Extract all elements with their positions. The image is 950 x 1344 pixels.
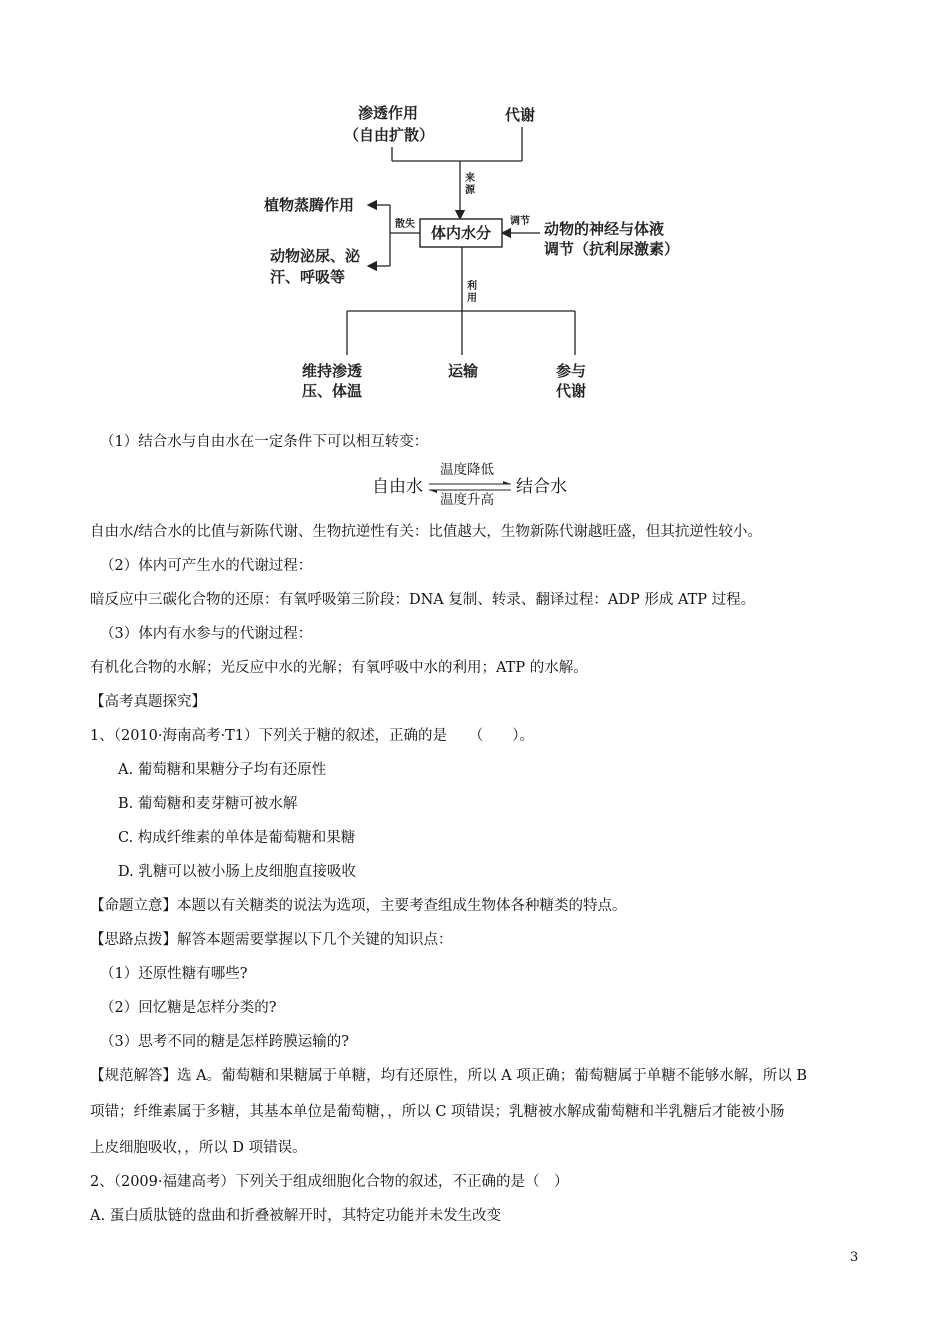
text-line: （1）结合水与自由水在一定条件下可以相互转变：: [100, 434, 429, 450]
answer-line: 项错；纤维素属于多糖，其基本单位是葡萄糖，，所以 C 项错误；乳糖被水解成葡萄糖和半乳糖后才能被小肠: [90, 1104, 785, 1120]
option-a: A. 葡萄糖和果糖分子均有还原性: [118, 762, 327, 778]
use-osmotic-pressure-1: 维持渗透: [302, 362, 363, 380]
use-osmotic-pressure-2: 压、体温: [302, 382, 363, 400]
text-line: （2）体内可产生水的代谢过程：: [100, 558, 313, 574]
section-heading: 【高考真题探究】: [90, 694, 206, 710]
option-d: D. 乳糖可以被小肠上皮细胞直接吸收: [118, 864, 356, 880]
equation-free-water: 自由水: [372, 477, 423, 497]
regulate-nerve-humoral-2: 调节（抗利尿激素）: [544, 240, 680, 258]
loss-plant-transpiration: 植物蒸腾作用: [264, 196, 355, 214]
text-line: （3）体内有水参与的代谢过程：: [100, 626, 313, 642]
text-line: 【命题立意】本题以有关糖类的说法为选项，主要考查组成生物体各种糖类的特点。: [90, 898, 627, 914]
option-b: B. 葡萄糖和麦芽糖可被水解: [118, 796, 298, 812]
use-transport: 运输: [448, 362, 479, 380]
equation-condition-top: 温度降低: [440, 462, 494, 478]
loss-animal-excretion-2: 汗、呼吸等: [270, 268, 346, 286]
question-2-option-a: A. 蛋白质肽链的盘曲和折叠被解开时，其特定功能并未发生改变: [90, 1208, 502, 1224]
source-metabolism: 代谢: [505, 106, 536, 124]
center-body-water: 体内水分: [430, 224, 491, 242]
answer-line: 【规范解答】选 A。葡萄糖和果糖属于单糖，均有还原性，所以 A 项正确；葡萄糖属于单糖不能够水解，所以 B: [90, 1068, 808, 1084]
source-osmosis: 渗透作用: [358, 104, 419, 122]
text-line: 【思路点拨】解答本题需要掌握以下几个关键的知识点：: [90, 932, 453, 948]
text-line: （3）思考不同的糖是怎样跨膜运输的?: [100, 1034, 349, 1050]
text-line: （1）还原性糖有哪些?: [100, 966, 248, 982]
option-c: C. 构成纤维素的单体是葡萄糖和果糖: [118, 830, 356, 846]
question-2: 2、（2009·福建高考）下列关于组成细胞化合物的叙述，不正确的是（ ）: [90, 1174, 569, 1190]
page-number: 3: [850, 1250, 859, 1265]
text-line: 有机化合物的水解；光反应中水的光解；有氧呼吸中水的利用；ATP 的水解。: [90, 660, 588, 676]
source-free-diffusion: （自由扩散）: [344, 126, 435, 144]
water-flow-diagram: [250, 95, 700, 410]
equation-condition-bottom: 温度升高: [440, 492, 494, 508]
label-loss: 散失: [395, 219, 415, 230]
equation-bound-water: 结合水: [516, 477, 567, 497]
label-source: 来源: [465, 173, 475, 196]
regulate-nerve-humoral-1: 动物的神经与体液: [544, 220, 665, 238]
text-line: 暗反应中三碳化合物的还原：有氧呼吸第三阶段：DNA 复制、转录、翻译过程：ADP 形成 ATP 过程。: [90, 592, 756, 608]
answer-line: 上皮细胞吸收，，所以 D 项错误。: [90, 1140, 307, 1156]
text-line: （2）回忆糖是怎样分类的?: [100, 1000, 277, 1016]
label-regulate: 调节: [510, 216, 530, 227]
text-line: 自由水/结合水的比值与新陈代谢、生物抗逆性有关：比值越大，生物新陈代谢越旺盛，但其抗逆性较小。: [90, 524, 762, 540]
use-metabolism-2: 代谢: [556, 382, 587, 400]
loss-animal-excretion-1: 动物泌尿、泌: [270, 247, 361, 265]
conversion-equation: [372, 462, 582, 512]
use-metabolism-1: 参与: [556, 362, 587, 380]
label-use: 利用: [467, 281, 477, 304]
question-1: 1、（2010·海南高考·T1）下列关于糖的叙述，正确的是 （ ）。: [90, 728, 534, 744]
